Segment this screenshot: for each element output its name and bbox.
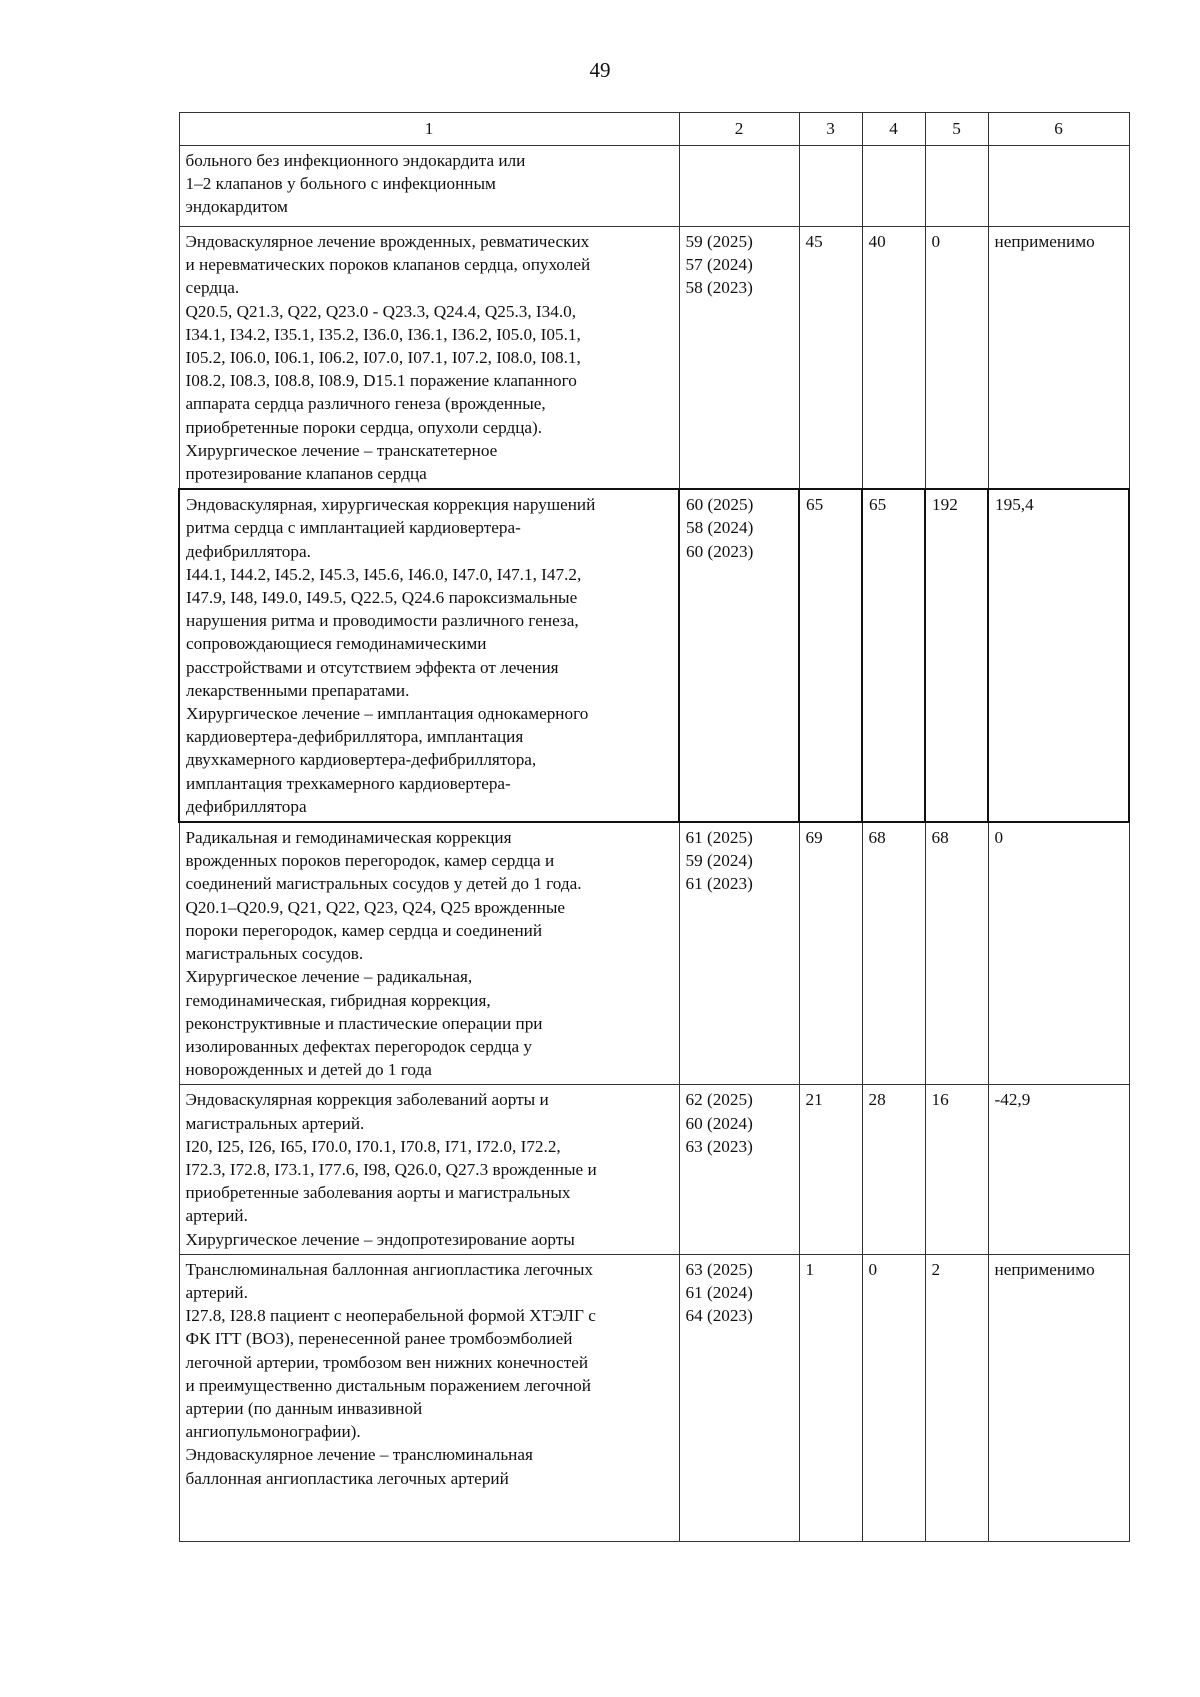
description-line: I44.1, I44.2, I45.2, I45.3, I45.6, I46.0, I47.0, I47.1, I47.2, (186, 564, 582, 584)
description-line: I05.2, I06.0, I06.1, I06.2, I07.0, I07.1, I07.2, I08.0, I08.1, (185, 348, 581, 368)
description-line: новорожденных и детей до 1 года (185, 1060, 432, 1080)
description-line: Эндоваскулярная коррекция заболеваний аорты и (185, 1090, 549, 1110)
value-cell-c5: 0 (925, 227, 988, 490)
description-line: реконструктивные и пластические операции при (185, 1013, 543, 1033)
description-line: Хирургическое лечение – транскатетерное (185, 440, 498, 460)
value-cell-c3: 21 (799, 1085, 862, 1254)
description-line: ангиопульмонографии). (185, 1422, 361, 1442)
value-cell-c5: 68 (925, 822, 988, 1085)
table-row (179, 1254, 1129, 1541)
description-line: пороки перегородок, камер сердца и соединений (185, 920, 543, 940)
description-line: I34.1, I34.2, I35.1, I35.2, I36.0, I36.1, I36.2, I05.0, I05.1, (185, 324, 581, 344)
description-line: Хирургическое лечение – эндопротезирование аорты (185, 1229, 575, 1249)
description-line: приобретенные пороки сердца, опухоли сердца). (185, 417, 543, 437)
year-entry: 61 (2023) (685, 874, 753, 894)
description-line: протезирование клапанов сердца (185, 464, 427, 484)
value-cell-c6: 195,4 (988, 489, 1129, 822)
years-cell (679, 822, 799, 1085)
description-line: сопровождающиеся гемодинамическими (186, 634, 487, 654)
description-line: Эндоваскулярное лечение врожденных, ревматических (185, 232, 590, 251)
years-cell (679, 489, 799, 822)
description-line: Хирургическое лечение – имплантация однокамерного (186, 704, 589, 724)
year-entry: 63 (2025) (685, 1259, 753, 1279)
year-entry: 57 (2024) (685, 255, 753, 275)
table-row (179, 227, 1129, 490)
description-line: двухкамерного кардиовертера-дефибриллятора, (186, 750, 537, 770)
value-cell-c5: 192 (925, 489, 988, 822)
description-line: Эндоваскулярная, хирургическая коррекция нарушений (186, 495, 596, 515)
description-line: Эндоваскулярное лечение – транслюминальная (185, 1445, 533, 1465)
value-cell-c6: -42,9 (988, 1085, 1129, 1254)
page-number: 49 (589, 58, 611, 82)
description-line: приобретенные заболевания аорты и магистральных (185, 1183, 571, 1203)
value-cell-c4 (862, 146, 925, 227)
description-line: соединений магистральных сосудов у детей до 1 года. (185, 874, 582, 894)
description-line: магистральных сосудов. (185, 944, 364, 964)
description-line: I20, I25, I26, I65, I70.0, I70.1, I70.8, I71, I72.0, I72.2, (185, 1136, 561, 1156)
description-line: и неревматических пороков клапанов сердца, опухолей (185, 255, 591, 275)
description-cell (179, 822, 679, 1085)
year-entry: 59 (2024) (685, 851, 753, 871)
description-line: I72.3, I72.8, I73.1, I77.6, I98, Q26.0, Q27.3 врожденные и (185, 1159, 597, 1179)
year-entry: 60 (2023) (686, 541, 754, 561)
year-entry: 60 (2025) (686, 495, 754, 515)
value-cell-c3: 45 (799, 227, 862, 490)
header-cell: 5 (925, 113, 988, 146)
description-line: дефибриллятора (186, 796, 307, 816)
value-cell-c4: 0 (862, 1254, 925, 1541)
description-line: и преимущественно дистальным поражением легочной (185, 1375, 591, 1395)
value-cell-c5: 16 (925, 1085, 988, 1254)
table-row (179, 1085, 1129, 1254)
description-line: магистральных артерий. (185, 1113, 365, 1133)
table-row (179, 489, 1129, 822)
description-line: Q20.1–Q20.9, Q21, Q22, Q23, Q24, Q25 врожденные (185, 897, 566, 917)
years-cell (679, 146, 799, 227)
table-row (179, 822, 1129, 1085)
year-entry: 61 (2025) (685, 828, 753, 848)
years-cell (679, 1254, 799, 1541)
description-line: нарушения ритма и проводимости различного генеза, (186, 611, 579, 631)
description-cell (179, 489, 679, 822)
description-line: Q20.5, Q21.3, Q22, Q23.0 - Q23.3, Q24.4, Q25.3, I34.0, (185, 301, 577, 321)
description-line: изолированных дефектах перегородок сердца у (185, 1036, 533, 1056)
year-entry: 63 (2023) (685, 1136, 753, 1156)
description-line: I27.8, I28.8 пациент с неоперабельной формой ХТЭЛГ с (185, 1306, 596, 1326)
description-line: расстройствами и отсутствием эффекта от лечения (186, 657, 559, 677)
value-cell-c6 (988, 146, 1129, 227)
header-cell: 3 (799, 113, 862, 146)
value-cell-c6: неприменимо (988, 227, 1129, 490)
value-cell-c3: 1 (799, 1254, 862, 1541)
value-cell-c5: 2 (925, 1254, 988, 1541)
description-line: ФК ІТТ (ВОЗ), перенесенной ранее тромбоэмболией (185, 1329, 573, 1349)
value-cell-c4: 68 (862, 822, 925, 1085)
year-entry: 58 (2024) (686, 518, 754, 538)
description-line: сердца. (185, 278, 240, 298)
description-line: аппарата сердца различного генеза (врожденные, (185, 394, 546, 414)
description-cell (179, 1254, 679, 1541)
description-line: лекарственными препаратами. (186, 680, 410, 700)
value-cell-c5 (925, 146, 988, 227)
header-cell: 1 (179, 113, 679, 146)
value-cell-c6: неприменимо (988, 1254, 1129, 1541)
year-entry: 61 (2024) (685, 1282, 753, 1302)
year-entry: 62 (2025) (685, 1090, 753, 1110)
description-line: ритма сердца с имплантацией кардиовертера- (186, 518, 521, 538)
description-line: врожденных пороков перегородок, камер сердца и (185, 851, 555, 871)
description-line: имплантация трехкамерного кардиовертера- (186, 773, 511, 793)
description-line: артерий. (185, 1282, 248, 1302)
value-cell-c3 (799, 146, 862, 227)
header-row (179, 113, 1129, 146)
description-cell (179, 227, 679, 490)
header-cell: 2 (679, 113, 799, 146)
description-line: артерии (по данным инвазивной (185, 1398, 423, 1418)
value-cell-c3: 65 (799, 489, 862, 822)
description-line: I47.9, I48, I49.0, I49.5, Q22.5, Q24.6 пароксизмальные (186, 588, 578, 608)
description-line: Хирургическое лечение – радикальная, (185, 967, 473, 987)
header-cell: 4 (862, 113, 925, 146)
value-cell-c6: 0 (988, 822, 1129, 1085)
year-entry: 64 (2023) (685, 1306, 753, 1326)
year-entry: 59 (2025) (685, 232, 753, 251)
data-table (178, 112, 1130, 1542)
description-line: артерий. (185, 1206, 248, 1226)
description-line: эндокардитом (185, 197, 288, 217)
description-line: гемодинамическая, гибридная коррекция, (185, 990, 491, 1010)
description-line: легочной артерии, тромбозом вен нижних конечностей (185, 1352, 589, 1372)
value-cell-c4: 40 (862, 227, 925, 490)
header-cell: 6 (988, 113, 1129, 146)
description-line: кардиовертера-дефибриллятора, имплантация (186, 727, 524, 747)
year-entry: 58 (2023) (685, 278, 753, 298)
description-cell (179, 146, 679, 227)
years-cell (679, 227, 799, 490)
year-entry: 60 (2024) (685, 1113, 753, 1133)
value-cell-c4: 65 (862, 489, 925, 822)
table-row (179, 146, 1129, 227)
description-line: больного без инфекционного эндокардита или (185, 151, 526, 170)
description-line: дефибриллятора. (186, 541, 311, 561)
description-cell (179, 1085, 679, 1254)
description-line: 1–2 клапанов у больного с инфекционным (185, 174, 496, 194)
description-line: I08.2, I08.3, I08.8, I08.9, D15.1 поражение клапанного (185, 371, 577, 391)
years-cell (679, 1085, 799, 1254)
description-line: баллонная ангиопластика легочных артерий (185, 1468, 509, 1488)
description-line: Транслюминальная баллонная ангиопластика легочных (185, 1259, 593, 1279)
description-line: Радикальная и гемодинамическая коррекция (185, 828, 512, 848)
value-cell-c4: 28 (862, 1085, 925, 1254)
value-cell-c3: 69 (799, 822, 862, 1085)
